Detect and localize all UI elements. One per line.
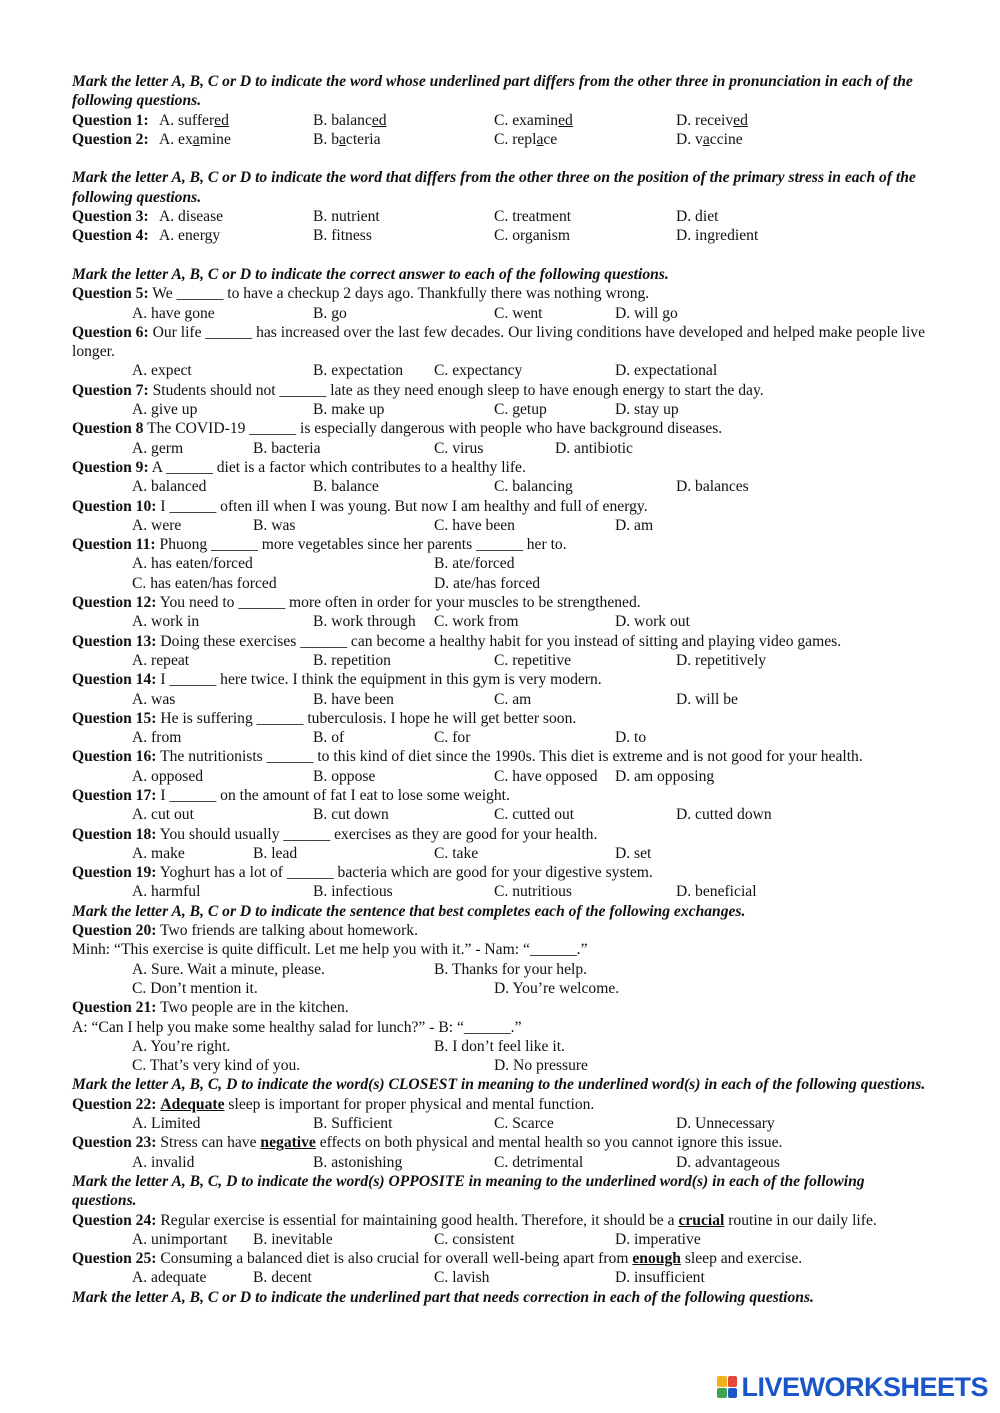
option-a[interactable]: A. repeat xyxy=(132,651,190,669)
question-6: Question 6: Our life ______ has increased over the last few decades. Our living conditions have developed and helped make people live longer. xyxy=(72,323,926,361)
question-18: Question 18: You should usually ______ exercises as they are good for your health. xyxy=(72,825,598,843)
option-d[interactable]: D. beneficial xyxy=(676,883,757,901)
option-b[interactable]: B. cut down xyxy=(313,806,389,824)
option-d[interactable]: D. imperative xyxy=(615,1230,701,1248)
option-b[interactable]: B. decent xyxy=(253,1269,312,1287)
question-24: Question 24: Regular exercise is essential for maintaining good health. Therefore, it should be a crucial routine in our daily life. xyxy=(72,1211,877,1229)
question-10-options xyxy=(72,516,930,535)
option-b[interactable]: B. Thanks for your help. xyxy=(434,960,588,978)
option-a[interactable]: A. energy xyxy=(159,227,221,245)
option-c[interactable]: C. treatment xyxy=(494,208,572,226)
option-b[interactable]: B. repetition xyxy=(313,651,391,669)
question-2 xyxy=(72,130,930,149)
option-c[interactable]: C. has eaten/has forced xyxy=(132,574,277,592)
question-8-options xyxy=(72,439,930,458)
question-20-options-cd xyxy=(72,979,930,998)
option-c[interactable]: C. Scarce xyxy=(494,1115,554,1133)
question-9-options xyxy=(72,477,930,496)
question-11: Question 11: Phuong ______ more vegetables since her parents ______ her to. xyxy=(72,536,567,554)
question-label: Question 1: xyxy=(72,111,149,129)
question-23: Question 23: Stress can have negative effects on both physical and mental health so you cannot ignore this issue. xyxy=(72,1134,783,1152)
option-b[interactable]: B. oppose xyxy=(313,767,376,785)
option-b[interactable]: B. bacteria xyxy=(253,439,321,457)
question-21-options-cd xyxy=(72,1056,930,1075)
option-d[interactable]: D. Unnecessary xyxy=(676,1115,775,1133)
option-a[interactable]: A. germ xyxy=(132,439,184,457)
question-17-options xyxy=(72,805,930,824)
option-a[interactable]: A. make xyxy=(132,844,185,862)
option-d[interactable]: D. expectational xyxy=(615,362,718,380)
question-20-dialog: Minh: “This exercise is quite difficult. Let me help you with it.” - Nam: “______.” xyxy=(72,941,588,959)
option-b[interactable]: B. ate/forced xyxy=(434,555,515,573)
option-d[interactable]: D. advantageous xyxy=(676,1153,780,1171)
option-c[interactable]: C. am xyxy=(494,690,532,708)
option-a[interactable]: A. opposed xyxy=(132,767,204,785)
option-c[interactable]: C. Don’t mention it. xyxy=(132,979,258,997)
option-b[interactable]: B. make up xyxy=(313,401,385,419)
option-a[interactable]: A. expect xyxy=(132,362,192,380)
question-18-options xyxy=(72,844,930,863)
option-a[interactable]: A. You’re right. xyxy=(132,1037,231,1055)
question-25-options xyxy=(72,1268,930,1287)
question-17: Question 17: I ______ on the amount of fat I eat to lose some weight. xyxy=(72,786,510,804)
question-1 xyxy=(72,111,930,130)
question-8: Question 8 The COVID-19 ______ is especially dangerous with people who have background diseases. xyxy=(72,420,723,438)
option-d[interactable]: D. ate/has forced xyxy=(434,574,541,592)
option-a[interactable]: A. invalid xyxy=(132,1153,195,1171)
brand-name: LIVEWORKSHEETS xyxy=(741,1371,988,1402)
option-b[interactable]: B. fitness xyxy=(313,227,372,245)
option-a[interactable]: A. Limited xyxy=(132,1115,201,1133)
option-c[interactable]: C. cutted out xyxy=(494,806,575,824)
option-a[interactable]: A. harmful xyxy=(132,883,201,901)
option-b[interactable]: B. nutrient xyxy=(313,208,380,226)
option-a[interactable]: A. were xyxy=(132,516,182,534)
option-d[interactable]: D. You’re welcome. xyxy=(494,979,620,997)
option-a[interactable]: A. adequate xyxy=(132,1269,207,1287)
option-d[interactable]: D. will be xyxy=(676,690,738,708)
question-21-dialog: A: “Can I help you make some healthy salad for lunch?” - B: “______.” xyxy=(72,1018,522,1036)
option-b[interactable]: B. was xyxy=(253,516,296,534)
option-b[interactable]: B. inevitable xyxy=(253,1230,333,1248)
underlined-word: enough xyxy=(632,1250,681,1268)
option-d[interactable]: D. to xyxy=(615,729,647,747)
logo-square-red xyxy=(728,1376,738,1387)
underlined-word: crucial xyxy=(678,1211,725,1229)
instruction-correct-answer: Mark the letter A, B, C or D to indicate the correct answer to each of the following questions. xyxy=(72,265,669,283)
liveworksheets-logo-icon xyxy=(717,1376,737,1398)
option-b[interactable]: B. go xyxy=(313,304,347,322)
option-a[interactable]: A. balanced xyxy=(132,478,207,496)
option-c[interactable]: C. virus xyxy=(434,439,484,457)
question-13-options xyxy=(72,651,930,670)
option-b[interactable]: B. infectious xyxy=(313,883,393,901)
question-11-options-cd xyxy=(72,574,930,593)
option-d[interactable]: D. am opposing xyxy=(615,767,715,785)
question-22-options xyxy=(72,1114,930,1133)
option-a[interactable]: A. suffered xyxy=(159,111,229,129)
instruction-pronunciation: Mark the letter A, B, C or D to indicate the word whose underlined part differs from the other three in pronunciation in each of the following questions. xyxy=(72,73,913,110)
question-5-options xyxy=(72,304,930,323)
option-c[interactable]: C. replace xyxy=(494,130,558,148)
option-a[interactable]: A. cut out xyxy=(132,806,194,824)
question-14: Question 14: I ______ here twice. I think the equipment in this gym is very modern. xyxy=(72,671,602,689)
option-c[interactable]: C. have opposed xyxy=(494,767,598,785)
option-d[interactable]: D. vaccine xyxy=(676,130,743,148)
option-d[interactable]: D. balances xyxy=(676,478,749,496)
option-b[interactable]: B. Sufficient xyxy=(313,1115,393,1133)
option-c[interactable]: C. went xyxy=(494,304,543,322)
logo-square-green xyxy=(717,1388,727,1399)
option-a[interactable]: A. give up xyxy=(132,401,198,419)
question-11-options-ab xyxy=(72,554,930,573)
instruction-closest: Mark the letter A, B, C, D to indicate the word(s) CLOSEST in meaning to the underlined word(s) in each of the following questions. xyxy=(72,1076,926,1094)
instruction-exchanges: Mark the letter A, B, C or D to indicate the sentence that best completes each of the following exchanges. xyxy=(72,902,746,920)
question-label: Question 2: xyxy=(72,130,149,148)
question-15-options xyxy=(72,728,930,747)
underlined-word: Adequate xyxy=(160,1095,225,1113)
question-21: Question 21: Two people are in the kitchen. xyxy=(72,999,349,1017)
question-label: Question 4: xyxy=(72,227,149,245)
question-6-options xyxy=(72,361,930,380)
option-b[interactable]: B. bacteria xyxy=(313,130,381,148)
option-d[interactable]: D. work out xyxy=(615,613,690,631)
option-a[interactable]: A. have gone xyxy=(132,304,215,322)
option-c[interactable]: C. examined xyxy=(494,111,573,129)
liveworksheets-footer[interactable] xyxy=(717,1372,988,1402)
option-c[interactable]: C. repetitive xyxy=(494,651,572,669)
option-b[interactable]: B. lead xyxy=(253,844,298,862)
option-d[interactable]: D. antibiotic xyxy=(555,439,633,457)
option-d[interactable]: D. repetitively xyxy=(676,651,767,669)
option-c[interactable]: C. detrimental xyxy=(494,1153,584,1171)
option-a[interactable]: A. disease xyxy=(159,208,224,226)
logo-square-blue xyxy=(728,1388,738,1399)
question-21-options-ab xyxy=(72,1037,930,1056)
option-b[interactable]: B. astonishing xyxy=(313,1153,403,1171)
option-c[interactable]: C. organism xyxy=(494,227,570,245)
option-d[interactable]: D. diet xyxy=(676,208,719,226)
option-c[interactable]: C. nutritious xyxy=(494,883,572,901)
option-a[interactable]: A. examine xyxy=(159,130,231,148)
option-b[interactable]: B. I don’t feel like it. xyxy=(434,1037,565,1055)
question-22: Question 22: Adequate sleep is important for proper physical and mental function. xyxy=(72,1095,595,1113)
question-3 xyxy=(72,207,930,226)
option-d[interactable]: D. am xyxy=(615,516,654,534)
instruction-error: Mark the letter A, B, C or D to indicate the underlined part that needs correction in each of the following questions. xyxy=(72,1288,814,1306)
question-20-options-ab xyxy=(72,960,930,979)
question-24-options xyxy=(72,1230,930,1249)
option-c[interactable]: C. lavish xyxy=(434,1269,490,1287)
option-c[interactable]: C. balancing xyxy=(494,478,573,496)
option-c[interactable]: C. expectancy xyxy=(434,362,523,380)
option-d[interactable]: D. set xyxy=(615,844,652,862)
option-c[interactable]: C. work from xyxy=(434,613,519,631)
question-16: Question 16: The nutritionists ______ to this kind of diet since the 1990s. This diet is extreme and is not good for your health. xyxy=(72,748,863,766)
option-d[interactable]: D. cutted down xyxy=(676,806,772,824)
instruction-stress: Mark the letter A, B, C or D to indicate the word that differs from the other three on the position of the primary stress in each of the following questions. xyxy=(72,169,916,206)
question-7-options xyxy=(72,400,930,419)
option-b[interactable]: B. balanced xyxy=(313,111,387,129)
option-a[interactable]: A. work in xyxy=(132,613,200,631)
option-b[interactable]: B. expectation xyxy=(313,362,404,380)
question-12-options xyxy=(72,612,930,631)
option-c[interactable]: C. have been xyxy=(434,516,515,534)
question-19: Question 19: Yoghurt has a lot of ______ bacteria which are good for your digestive system. xyxy=(72,864,653,882)
option-b[interactable]: B. have been xyxy=(313,690,394,708)
option-a[interactable]: A. Sure. Wait a minute, please. xyxy=(132,960,325,978)
question-19-options xyxy=(72,882,930,901)
option-c[interactable]: C. for xyxy=(434,729,471,747)
question-20: Question 20: Two friends are talking about homework. xyxy=(72,922,418,940)
option-c[interactable]: C. consistent xyxy=(434,1230,515,1248)
option-c[interactable]: C. That’s very kind of you. xyxy=(132,1057,301,1075)
option-d[interactable]: D. insufficient xyxy=(615,1269,705,1287)
option-d[interactable]: D. ingredient xyxy=(676,227,759,245)
question-9: Question 9: A ______ diet is a factor which contributes to a healthy life. xyxy=(72,458,526,476)
question-16-options xyxy=(72,767,930,786)
underlined-word: negative xyxy=(260,1134,316,1152)
option-c[interactable]: C. take xyxy=(434,844,479,862)
logo-square-yellow xyxy=(717,1376,727,1387)
question-5: Question 5: We ______ to have a checkup 2 days ago. Thankfully there was nothing wrong. xyxy=(72,285,650,303)
option-a[interactable]: A. was xyxy=(132,690,176,708)
question-14-options xyxy=(72,690,930,709)
option-a[interactable]: A. has eaten/forced xyxy=(132,555,253,573)
option-c[interactable]: C. getup xyxy=(494,401,547,419)
option-d[interactable]: D. received xyxy=(676,111,748,129)
question-23-options xyxy=(72,1153,930,1172)
option-d[interactable]: D. stay up xyxy=(615,401,679,419)
option-a[interactable]: A. unimportant xyxy=(132,1230,228,1248)
option-a[interactable]: A. from xyxy=(132,729,182,747)
option-b[interactable]: B. balance xyxy=(313,478,379,496)
option-b[interactable]: B. work through xyxy=(313,613,416,631)
option-b[interactable]: B. of xyxy=(313,729,345,747)
question-15: Question 15: He is suffering ______ tuberculosis. I hope he will get better soon. xyxy=(72,709,577,727)
worksheet xyxy=(72,72,930,1307)
question-13: Question 13: Doing these exercises ______ can become a healthy habit for you instead of sitting and playing video games. xyxy=(72,632,842,650)
instruction-opposite: Mark the letter A, B, C, D to indicate the word(s) OPPOSITE in meaning to the underlined word(s) in each of the following questions. xyxy=(72,1172,865,1210)
option-d[interactable]: D. will go xyxy=(615,304,678,322)
option-d[interactable]: D. No pressure xyxy=(494,1057,588,1075)
question-4 xyxy=(72,226,930,245)
question-label: Question 3: xyxy=(72,208,149,226)
question-25: Question 25: Consuming a balanced diet is also crucial for overall well-being apart from enough sleep and exercise. xyxy=(72,1250,803,1268)
question-10: Question 10: I ______ often ill when I was young. But now I am healthy and full of energy. xyxy=(72,497,648,515)
question-12: Question 12: You need to ______ more often in order for your muscles to be strengthened. xyxy=(72,594,641,612)
question-7: Question 7: Students should not ______ late as they need enough sleep to have enough energy to start the day. xyxy=(72,381,764,399)
